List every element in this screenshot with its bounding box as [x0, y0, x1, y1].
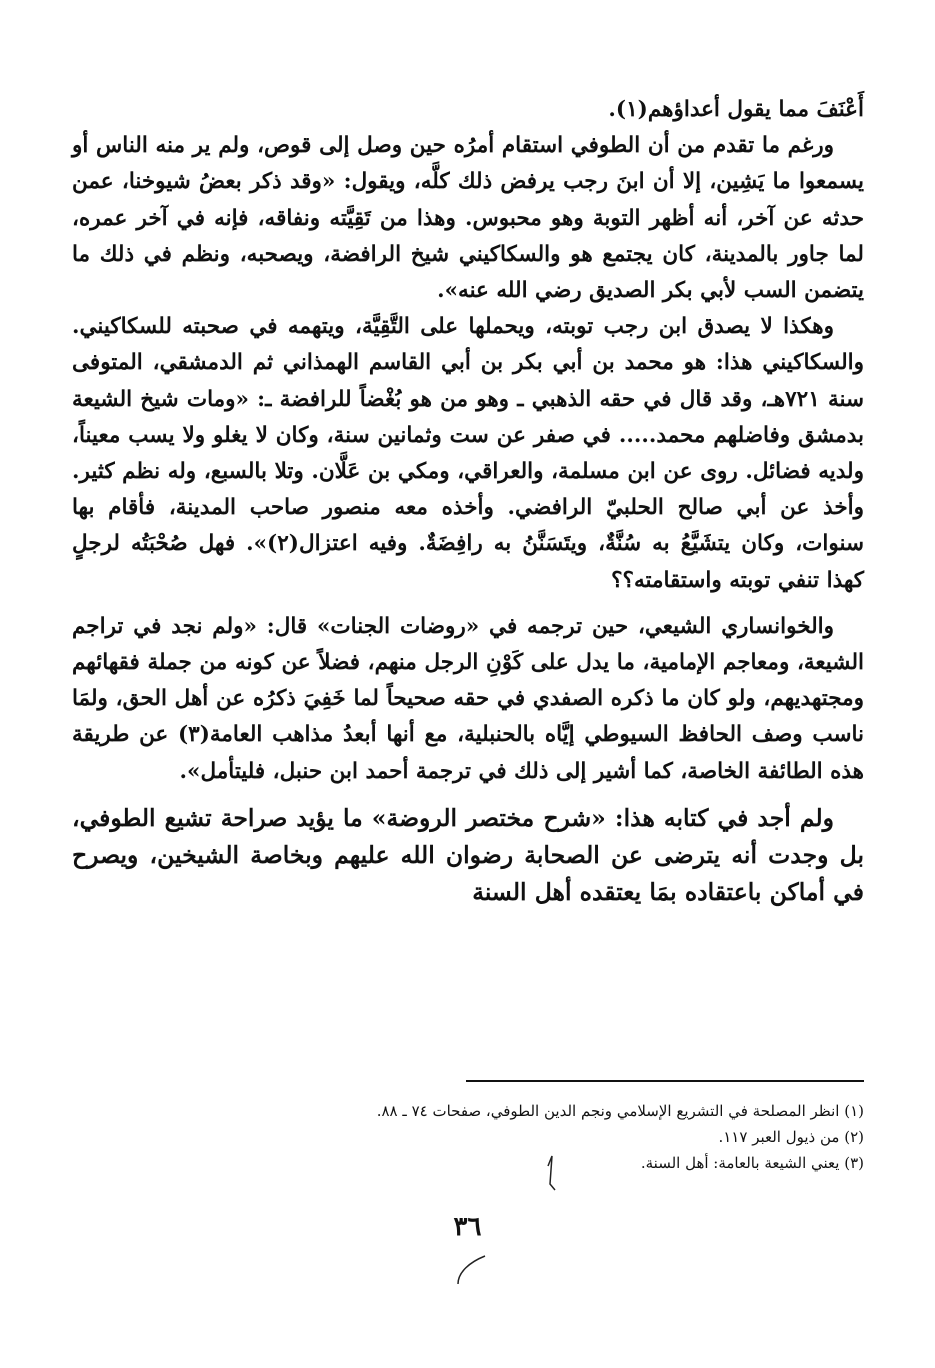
paragraph-1: أَعْنَفَ مما يقول أعداؤهم(١). — [608, 97, 864, 122]
paragraph-3: وهكذا لا يصدق ابن رجب توبته، ويحملها على التَّقِيَّة، ويتهمه في صحبته للسكاكيني. والسكاكيني هذا: هو محمد بن أبي بكر بن أبي القاسم الهمذاني ثم الدمشقي، المتوفى سنة ٧٢١هـ، وقد قال في حقه الذهبي ـ وهو من هو بُغْضاً للرافضة ـ: «ومات شيخ الشيعة بدمشق وفاضلهم محمد..... في صفر عن ست وثمانين سنة، وكان لا يغلو ولا يسب معيناً، ولديه فضائل. روى عن ابن مسلمة، والعراقي، ومكي بن عَلَّان. وتلا بالسبع، وله نظم كثير. وأخذ عن أبي صالح الحلبيّ الرافضي. وأخذه معه منصور صاحب المدينة، فأقام بها سنوات، وكان يتشَيَّعُ به سُنَّةٌ، ويتَسَنَّنُ به رافِضَةٌ. وفيه اعتزال(٢)». فهل صُحْبَتُه لرجلٍ كهذا تنفي توبته واستقامته؟؟ — [72, 314, 864, 593]
handwritten-curve-mark — [458, 1256, 485, 1284]
footnote-2: (٢) من ذيول العبر ١١٧. — [718, 1128, 864, 1146]
footnote-divider — [466, 1080, 864, 1082]
main-text — [72, 92, 864, 911]
footnotes — [300, 1098, 864, 1176]
footnote-3: (٣) يعني الشيعة بالعامة: أهل السنة. — [640, 1154, 864, 1172]
footnote-1: (١) انظر المصلحة في التشريع الإسلامي ونجم الدين الطوفي، صفحات ٧٤ ـ ٨٨. — [376, 1102, 864, 1120]
paragraph-5: ولم أجد في كتابه هذا: «شرح مختصر الروضة» ما يؤيد صراحة تشيع الطوفي، بل وجدت أنه يترضى عن الصحابة رضوان الله عليهم وبخاصة الشيخين، ويصرح في أماكن باعتقاده بمَا يعتقده أهل السنة — [72, 803, 864, 906]
paragraph-2: ورغم ما تقدم من أن الطوفي استقام أمرُه حين وصل إلى قوص، ولم ير منه الناس أو يسمعوا ما يَشِين، إلا أن ابنَ رجب يرفض ذلك كلَّه، ويقول: «وقد ذكر بعضُ شيوخنا، عمن حدثه عن آخر، أنه أظهر التوبة وهو محبوس. وهذا من تَقِيَّته ونفاقه، فإنه في آخر عمره، لما جاور بالمدينة، كان يجتمع هو والسكاكيني شيخ الرافضة، ويصحبه، ونظم في ذلك ما يتضمن السب لأبي بكر الصديق رضي الله عنه». — [72, 133, 864, 304]
paragraph-4: والخوانساري الشيعي، حين ترجمه في «روضات الجنات» قال: «ولم نجد في تراجم الشيعة، ومعاجم الإمامية، ما يدل على كَوْنِ الرجل منهم، فضلاً عن كونه من جملة فقهائهم ومجتهديهم، ولو كان ما ذكره الصفدي في حقه صحيحاً لما خَفِيَ ذكرُه عن أهل الحق، ولمَا ناسب وصف الحافظ السيوطي إيَّاه بالحنبلية، مع أنها أبعدُ مذاهب العامة(٣) عن طريقة هذه الطائفة الخاصة، كما أشير إلى ذلك في ترجمة أحمد ابن حنبل، فليتأمل». — [72, 613, 864, 784]
page-number: ٣٦ — [453, 1212, 482, 1242]
